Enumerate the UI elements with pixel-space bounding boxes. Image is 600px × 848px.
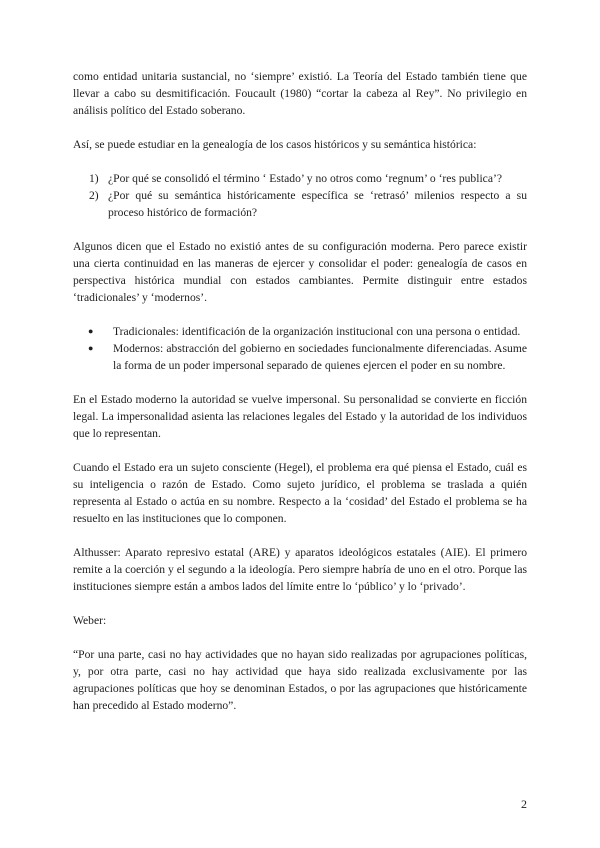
list-item-text: Tradicionales: identificación de la organización institucional con una persona o entidad.: [113, 325, 521, 338]
list-item-text: ¿Por qué su semántica históricamente específica se ‘retrasó’ milenios respecto a su proceso histórico de formación?: [108, 189, 527, 219]
paragraph-genealogy-intro: Así, se puede estudiar en la genealogía de los casos históricos y su semántica histórica:: [73, 138, 477, 151]
paragraph-weber-heading: Weber:: [73, 614, 107, 627]
bullet-icon: ●: [88, 326, 94, 336]
list-number: 2): [89, 189, 99, 202]
page-number: 2: [521, 797, 527, 811]
list-item-text: ¿Por qué se consolidó el término ‘ Estado’ y no otros como ‘regnum’ o ‘res publica’?: [108, 172, 502, 185]
paragraph-state-demystification: como entidad unitaria sustancial, no ‘siempre’ existió. La Teoría del Estado también tiene que llevar a cabo su desmitificación. Foucault (1980) “cortar la cabeza al Rey”. No privilegio en análisis político del Estado soberano.: [73, 70, 527, 117]
list-item: [73, 170, 527, 187]
numbered-questions-list: [73, 170, 527, 221]
paragraph-weber-quote: “Por una parte, casi no hay actividades que no hayan sido realizadas por agrupaciones políticas, y, por otra parte, casi no hay actividad que haya sido realizada exclusivamente por las agrupaciones políticas que hoy se denominan Estados, o por las agrupaciones que históricamente han precedido al Estado moderno”.: [73, 648, 527, 712]
list-item-text: Modernos: abstracción del gobierno en sociedades funcionalmente diferenciadas. Asume la forma de un poder impersonal separado de quienes ejercen el poder en su nombre.: [113, 342, 527, 372]
state-types-bullet-list: [73, 323, 527, 374]
list-number: 1): [89, 172, 99, 185]
page-body: [73, 68, 527, 731]
paragraph-althusser: Althusser: Aparato represivo estatal (ARE) y aparatos ideológicos estatales (AIE). El primero remite a la coerción y el segundo a la ideología. Pero siempre habría de uno en el otro. Porque las instituciones siempre están a ambos lados del límite entre lo ‘público’ y lo ‘privado’.: [73, 546, 527, 593]
paragraph-hegel-subject: Cuando el Estado era un sujeto consciente (Hegel), el problema era qué piensa el Estado, cuál es su inteligencia o razón de Estado. Como sujeto jurídico, el problema se traslada a quién representa al Estado o actúa en su nombre. Respecto a la ‘cosidad’ del Estado el problema se ha resuelto en las instituciones que lo componen.: [73, 461, 527, 525]
bullet-icon: ●: [88, 343, 94, 353]
list-item: [73, 340, 527, 374]
list-item: [73, 187, 527, 221]
list-item: [73, 323, 527, 340]
paragraph-continuity: Algunos dicen que el Estado no existió antes de su configuración moderna. Pero parece existir una cierta continuidad en las maneras de ejercer y consolidar el poder: genealogía de casos en perspectiva histórica mundial con estados cambiantes. Permite distinguir entre estados ‘tradicionales’ y ‘modernos’.: [73, 240, 527, 304]
paragraph-impersonal-authority: En el Estado moderno la autoridad se vuelve impersonal. Su personalidad se convierte en ficción legal. La impersonalidad asienta las relaciones legales del Estado y la autoridad de los individuos que lo representan.: [73, 393, 527, 440]
